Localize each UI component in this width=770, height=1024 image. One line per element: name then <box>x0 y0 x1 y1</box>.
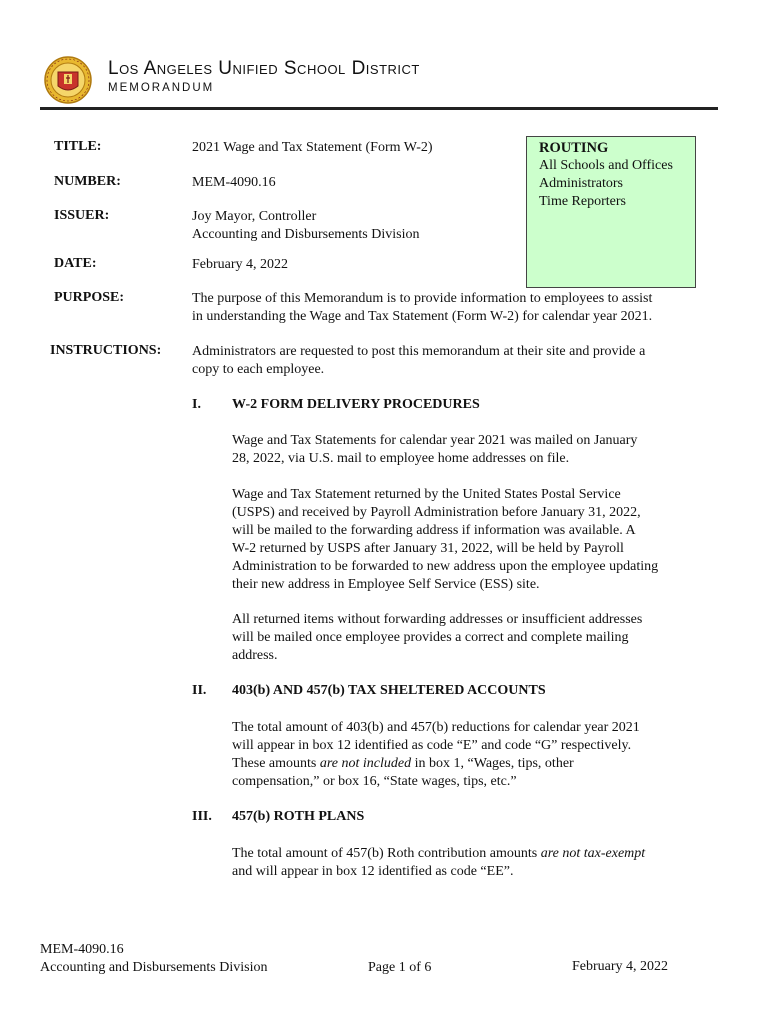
text-run: These amounts <box>232 756 320 771</box>
routing-item: Time Reporters <box>539 194 626 209</box>
paragraph-line: and will appear in box 12 identified as code “EE”. <box>232 864 514 879</box>
section-paragraph <box>232 432 637 468</box>
number-label: NUMBER: <box>54 174 121 189</box>
paragraph-line <box>232 845 645 863</box>
footer-mem-number: MEM-4090.16 <box>40 942 124 957</box>
title-label: TITLE: <box>54 139 102 154</box>
section-paragraph <box>232 486 658 594</box>
issuer-label: ISSUER: <box>54 208 110 223</box>
purpose-line: in understanding the Wage and Tax Statement (Form W-2) for calendar year 2021. <box>192 309 653 324</box>
district-name: Los Angeles Unified School District <box>108 58 420 79</box>
issuer-line: Accounting and Disbursements Division <box>192 227 420 242</box>
district-seal-icon <box>44 56 92 104</box>
section-paragraph <box>232 611 642 665</box>
purpose-label: PURPOSE: <box>54 290 124 305</box>
issuer-value <box>192 208 419 244</box>
paragraph-line <box>232 755 640 773</box>
title-value: 2021 Wage and Tax Statement (Form W-2) <box>192 140 433 155</box>
footer-page-number: Page 1 of 6 <box>368 960 432 975</box>
header-divider <box>40 107 718 110</box>
section-title: 403(b) AND 457(b) TAX SHELTERED ACCOUNTS <box>232 683 546 698</box>
text-run: The total amount of 457(b) Roth contribution amounts <box>232 846 541 861</box>
routing-title: ROUTING <box>539 140 609 156</box>
paragraph-line: Wage and Tax Statements for calendar year 2021 was mailed on January <box>232 433 638 448</box>
section-title: 457(b) ROTH PLANS <box>232 809 365 824</box>
section-paragraph <box>232 719 640 791</box>
paragraph-line: All returned items without forwarding addresses or insufficient addresses <box>232 612 643 627</box>
routing-item: All Schools and Offices <box>539 158 673 173</box>
text-run: in box 1, “Wages, tips, other <box>411 756 574 771</box>
date-label: DATE: <box>54 256 97 271</box>
paragraph-line: address. <box>232 648 278 663</box>
paragraph-line: their new address in Employee Self Service (ESS) site. <box>232 577 540 592</box>
memorandum-label: MEMORANDUM <box>108 82 215 94</box>
paragraph-line: compensation,” or box 16, “State wages, tips, etc.” <box>232 774 517 789</box>
section-number: III. <box>192 809 212 824</box>
paragraph-line: will be mailed once employee provides a correct and complete mailing <box>232 630 629 645</box>
paragraph-line: Administration to be forwarded to new address upon the employee updating <box>232 559 659 574</box>
instructions-label: INSTRUCTIONS: <box>50 343 162 358</box>
section-number: I. <box>192 397 201 412</box>
footer-division: Accounting and Disbursements Division <box>40 960 268 975</box>
purpose-text <box>192 290 652 326</box>
emphasis-text: are not included <box>319 756 412 771</box>
issuer-line: Joy Mayor, Controller <box>192 209 317 224</box>
paragraph-line: The total amount of 403(b) and 457(b) reductions for calendar year 2021 <box>232 720 640 735</box>
date-value: February 4, 2022 <box>192 257 289 272</box>
section-title: W-2 FORM DELIVERY PROCEDURES <box>232 397 480 412</box>
paragraph-line: W-2 returned by USPS after January 31, 2022, will be held by Payroll <box>232 541 624 556</box>
routing-item: Administrators <box>539 176 623 191</box>
instructions-line: copy to each employee. <box>192 362 325 377</box>
paragraph-line: 28, 2022, via U.S. mail to employee home addresses on file. <box>232 451 570 466</box>
paragraph-line: (USPS) and received by Payroll Administration before January 31, 2022, <box>232 505 641 520</box>
section-number: II. <box>192 683 207 698</box>
purpose-line: The purpose of this Memorandum is to provide information to employees to assist <box>192 291 653 306</box>
section-paragraph <box>232 845 645 881</box>
footer-date: February 4, 2022 <box>572 959 669 974</box>
emphasis-text: are not tax-exempt <box>540 846 646 861</box>
number-value: MEM-4090.16 <box>192 175 276 190</box>
paragraph-line: will be mailed to the forwarding address if information was available. A <box>232 523 636 538</box>
paragraph-line: will appear in box 12 identified as code “E” and code “G” respectively. <box>232 738 632 753</box>
paragraph-line: Wage and Tax Statement returned by the United States Postal Service <box>232 487 621 502</box>
instructions-text <box>192 343 645 379</box>
routing-box <box>526 136 696 288</box>
instructions-line: Administrators are requested to post this memorandum at their site and provide a <box>192 344 646 359</box>
